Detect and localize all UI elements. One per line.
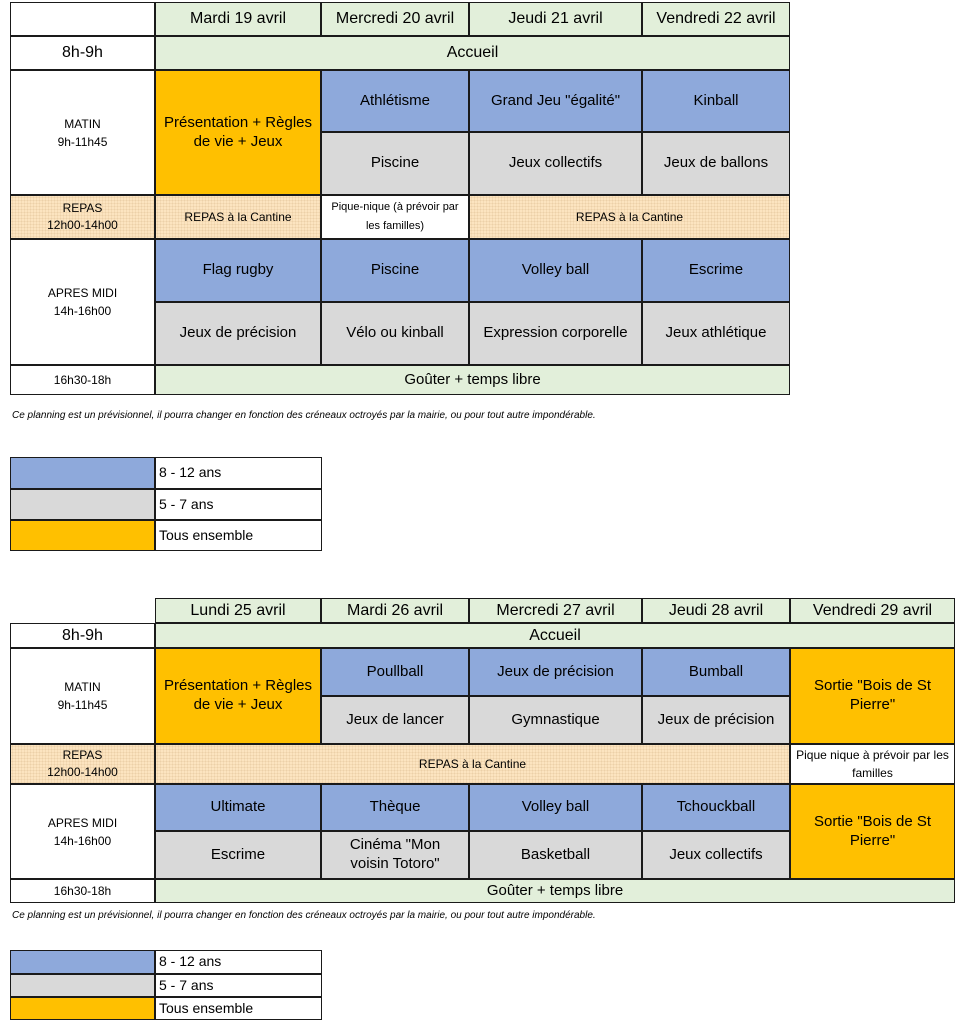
activity-8-12: Volley ball — [469, 784, 642, 831]
activity-8-12: Flag rugby — [155, 239, 321, 302]
legend-label: 8 - 12 ans — [155, 457, 322, 489]
slot-label-repas: REPAS 12h00-14h00 — [10, 195, 155, 239]
repas-pique-nique: Pique nique à prévoir par les familles — [790, 744, 955, 784]
day-header: Mardi 26 avril — [321, 598, 469, 623]
accueil-cell: Accueil — [155, 623, 955, 648]
legend-swatch-tous — [10, 520, 155, 551]
day-header: Jeudi 21 avril — [469, 2, 642, 36]
activity-sortie: Sortie "Bois de St Pierre" — [790, 648, 955, 744]
gouter-cell: Goûter + temps libre — [155, 365, 790, 395]
activity-5-7: Jeux athlétique — [642, 302, 790, 365]
activity-5-7: Escrime — [155, 831, 321, 879]
activity-5-7: Cinéma "Mon voisin Totoro" — [321, 831, 469, 879]
activity-5-7: Piscine — [321, 132, 469, 195]
legend-swatch-8-12 — [10, 950, 155, 974]
slot-label-8h9h: 8h-9h — [10, 36, 155, 70]
slot-label-apres-midi: APRES MIDI 14h-16h00 — [10, 239, 155, 365]
activity-all-ages: Présentation + Règles de vie + Jeux — [155, 648, 321, 744]
activity-5-7: Gymnastique — [469, 696, 642, 744]
slot-label-8h9h: 8h-9h — [10, 623, 155, 648]
repas-cantine: REPAS à la Cantine — [155, 744, 790, 784]
activity-5-7: Jeux de ballons — [642, 132, 790, 195]
slot-label-matin: MATIN 9h-11h45 — [10, 70, 155, 195]
legend-swatch-8-12 — [10, 457, 155, 489]
slot-label-16h30-18h: 16h30-18h — [10, 879, 155, 903]
planning-note: Ce planning est un prévisionnel, il pourra changer en fonction des créneaux octroyés par la mairie, ou pour tout autre impondérable. — [12, 910, 596, 921]
activity-5-7: Vélo ou kinball — [321, 302, 469, 365]
legend-swatch-tous — [10, 997, 155, 1020]
repas-pique-nique: Pique-nique (à prévoir par les familles) — [321, 195, 469, 239]
day-header: Vendredi 22 avril — [642, 2, 790, 36]
slot-label-matin: MATIN 9h-11h45 — [10, 648, 155, 744]
activity-5-7: Jeux de précision — [642, 696, 790, 744]
activity-5-7: Expression corporelle — [469, 302, 642, 365]
day-header: Mercredi 27 avril — [469, 598, 642, 623]
legend-label: 8 - 12 ans — [155, 950, 322, 974]
activity-8-12: Poullball — [321, 648, 469, 696]
day-header: Jeudi 28 avril — [642, 598, 790, 623]
activity-sortie: Sortie "Bois de St Pierre" — [790, 784, 955, 879]
corner-cell — [10, 2, 155, 36]
activity-5-7: Jeux collectifs — [642, 831, 790, 879]
activity-8-12: Jeux de précision — [469, 648, 642, 696]
activity-5-7: Basketball — [469, 831, 642, 879]
activity-5-7: Jeux collectifs — [469, 132, 642, 195]
gouter-cell: Goûter + temps libre — [155, 879, 955, 903]
legend-label: 5 - 7 ans — [155, 489, 322, 520]
legend-swatch-5-7 — [10, 974, 155, 997]
activity-8-12: Thèque — [321, 784, 469, 831]
accueil-cell: Accueil — [155, 36, 790, 70]
day-header: Lundi 25 avril — [155, 598, 321, 623]
activity-8-12: Athlétisme — [321, 70, 469, 132]
activity-5-7: Jeux de précision — [155, 302, 321, 365]
repas-cantine: REPAS à la Cantine — [469, 195, 790, 239]
activity-5-7: Jeux de lancer — [321, 696, 469, 744]
activity-8-12: Ultimate — [155, 784, 321, 831]
legend-label: Tous ensemble — [155, 520, 322, 551]
activity-8-12: Piscine — [321, 239, 469, 302]
slot-label-16h30-18h: 16h30-18h — [10, 365, 155, 395]
activity-8-12: Escrime — [642, 239, 790, 302]
planning-note: Ce planning est un prévisionnel, il pourra changer en fonction des créneaux octroyés par la mairie, ou pour tout autre impondérable. — [12, 410, 596, 421]
legend-label: Tous ensemble — [155, 997, 322, 1020]
legend-swatch-5-7 — [10, 489, 155, 520]
activity-all-ages: Présentation + Règles de vie + Jeux — [155, 70, 321, 195]
day-header: Mardi 19 avril — [155, 2, 321, 36]
repas-cantine: REPAS à la Cantine — [155, 195, 321, 239]
activity-8-12: Grand Jeu "égalité" — [469, 70, 642, 132]
day-header: Vendredi 29 avril — [790, 598, 955, 623]
activity-8-12: Kinball — [642, 70, 790, 132]
activity-8-12: Tchouckball — [642, 784, 790, 831]
slot-label-repas: REPAS 12h00-14h00 — [10, 744, 155, 784]
legend-label: 5 - 7 ans — [155, 974, 322, 997]
slot-label-apres-midi: APRES MIDI 14h-16h00 — [10, 784, 155, 879]
day-header: Mercredi 20 avril — [321, 2, 469, 36]
activity-8-12: Volley ball — [469, 239, 642, 302]
activity-8-12: Bumball — [642, 648, 790, 696]
